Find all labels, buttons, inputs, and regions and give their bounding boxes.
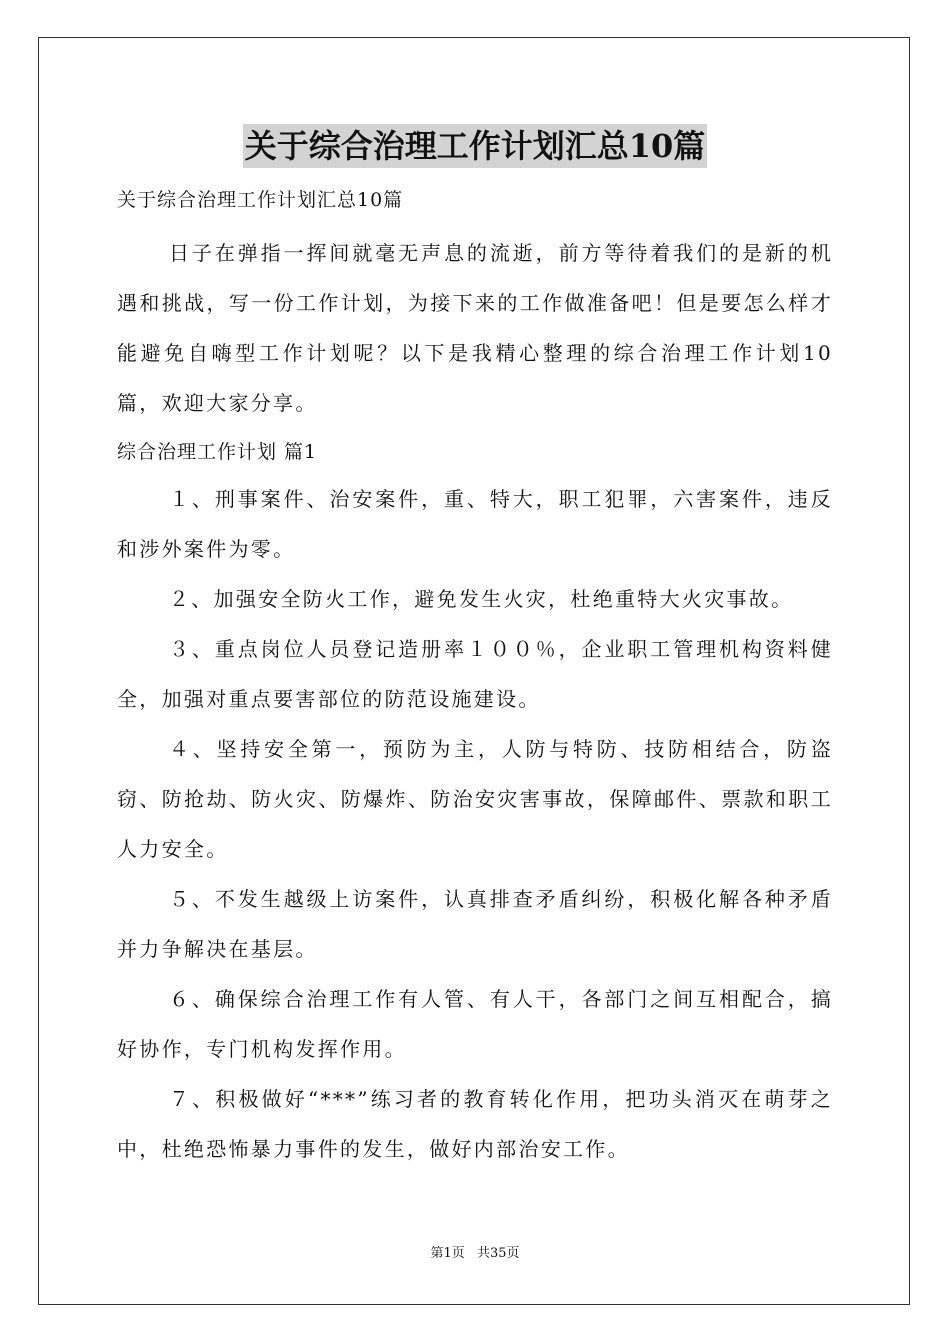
page-footer	[0, 1244, 950, 1264]
list-item: ４、坚持安全第一，预防为主，人防与特防、技防相结合，防盗窃、防抢劫、防火灾、防爆炸、防治安灾害事故，保障邮件、票款和职工人力安全。	[117, 737, 833, 861]
list-item: １、刑事案件、治安案件，重、特大，职工犯罪，六害案件，违反和涉外案件为零。	[117, 487, 833, 561]
list-item: ３、重点岗位人员登记造册率１００％，企业职工管理机构资料健全，加强对重点要害部位的防范设施建设。	[117, 637, 833, 711]
list-item: ５、不发生越级上访案件，认真排查矛盾纠纷，积极化解各种矛盾并力争解决在基层。	[117, 887, 833, 961]
title-container	[0, 124, 950, 168]
list-item: ２、加强安全防火工作，避免发生火灾，杜绝重特大火灾事故。	[169, 587, 794, 611]
page-number: 第1页	[430, 1246, 465, 1261]
list-item: ７、积极做好“***”练习者的教育转化作用，把功头消灭在萌芽之中，杜绝恐怖暴力事件的发生，做好内部治安工作。	[117, 1087, 833, 1161]
intro-paragraph: 日子在弹指一挥间就毫无声息的流逝，前方等待着我们的是新的机遇和挑战，写一份工作计划，为接下来的工作做准备吧！但是要怎么样才能避免自嗨型工作计划呢？以下是我精心整理的综合治理工作计划10篇，欢迎大家分享。	[117, 241, 833, 415]
document-body	[117, 178, 833, 1174]
document-title: 关于综合治理工作计划汇总10篇	[243, 124, 708, 168]
section-heading: 综合治理工作计划 篇1	[117, 441, 318, 463]
list-item: ６、确保综合治理工作有人管、有人干，各部门之间互相配合，搞好协作，专门机构发挥作用。	[117, 987, 833, 1061]
page-total: 共35页	[476, 1246, 520, 1261]
subtitle-line: 关于综合治理工作计划汇总10篇	[117, 189, 404, 211]
